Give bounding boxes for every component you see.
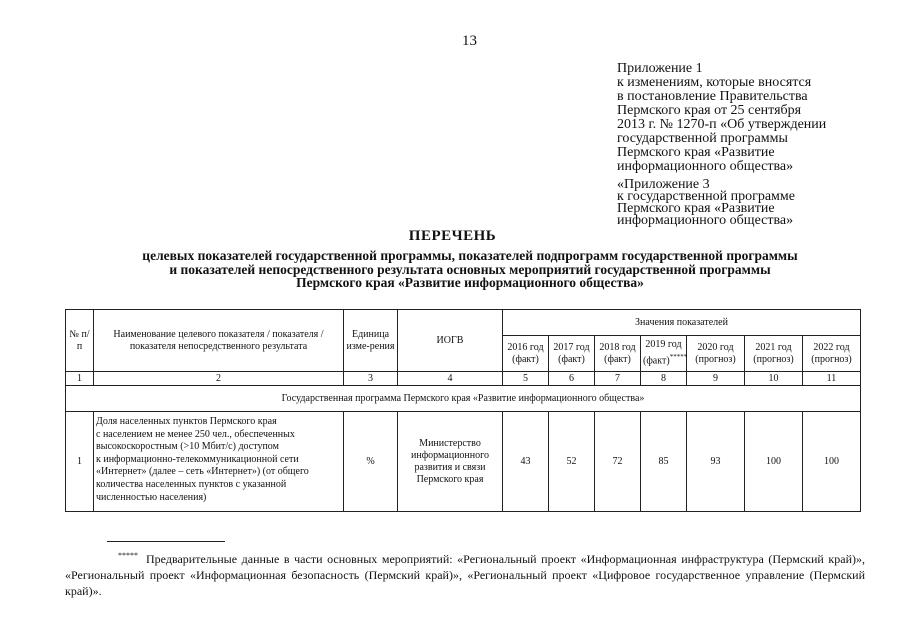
footnote-text: Предварительные данные в части основных мероприятий: «Региональный проект «Информационная инфраструктура (Пермский край)», «Региональный проект «Информационная безопасность (Пермский край)», «Региональный проект «Цифровое государственное управление (Пермский край)». (65, 552, 865, 598)
footnote-divider (107, 541, 225, 542)
header-num: № п/п (66, 310, 94, 372)
footnote (65, 548, 865, 599)
row-value-2021: 100 (745, 412, 803, 512)
appendix-3-line: информационного общества» (617, 213, 794, 228)
indicators-table (65, 309, 861, 512)
row-value-2022: 100 (803, 412, 861, 512)
section-title: Государственная программа Пермского края «Развитие информационного общества» (66, 386, 861, 412)
row-value-2020: 93 (687, 412, 745, 512)
col-number: 10 (745, 372, 803, 386)
appendix-3-line: «Приложение 3 (617, 177, 710, 192)
appendix-1-line: Пермского края от 25 сентября (617, 103, 802, 118)
appendix-1-line: информационного общества» (617, 159, 794, 174)
col-number: 8 (641, 372, 687, 386)
col-number: 6 (549, 372, 595, 386)
header-year-2018: 2018 год (факт) (595, 336, 641, 372)
footnote-marker: ***** (669, 353, 688, 362)
appendix-1-line: 2013 г. № 1270-п «Об утверждении (617, 117, 827, 132)
col-number: 2 (94, 372, 344, 386)
header-name: Наименование целевого показателя / показателя / показателя непосредственного результата (94, 310, 344, 372)
page-number: 13 (462, 33, 477, 49)
indicator-name-line: Доля населенных пунктов Пермского края (96, 416, 277, 427)
row-unit: % (344, 412, 398, 512)
col-number: 1 (66, 372, 94, 386)
header-year-2019 (641, 336, 687, 372)
col-number: 5 (503, 372, 549, 386)
appendix-1-line: к изменениям, которые вносятся (617, 75, 812, 90)
row-value-2017: 52 (549, 412, 595, 512)
header-iogv: ИОГВ (398, 310, 503, 372)
row-iogv: Министерство информационного развития и связи Пермского края (398, 412, 503, 512)
header-year-2020: 2020 год (прогноз) (687, 336, 745, 372)
table-row (66, 412, 861, 512)
row-indicator-name (94, 412, 344, 512)
appendix-1-line: Приложение 1 (617, 61, 703, 76)
row-num: 1 (66, 412, 94, 512)
header-year-2022: 2022 год (прогноз) (803, 336, 861, 372)
header-year-2016: 2016 год (факт) (503, 336, 549, 372)
indicator-name-line: с населением не менее 250 чел., обеспеченных (96, 428, 295, 440)
header-values-group: Значения показателей (503, 310, 861, 336)
indicator-name-line: количества населенных пунктов с указанной (96, 478, 287, 490)
appendix-3-line: Пермского края «Развитие (617, 201, 775, 216)
subtitle-line: целевых показателей государственной программы, показателей подпрограмм государственной программы (142, 248, 798, 263)
indicator-name-line: численностью населения) (96, 491, 207, 503)
col-number: 11 (803, 372, 861, 386)
col-number: 4 (398, 372, 503, 386)
indicator-name-line: к информационно-телекоммуникационной сети (96, 453, 299, 465)
indicator-name-line: высокоскоростным (>10 Мбит/с) доступом (96, 441, 279, 453)
subtitle-line: и показателей непосредственного результата основных мероприятий государственной программы (169, 261, 771, 277)
appendix-1-line: Пермского края «Развитие (617, 145, 775, 160)
appendix-1-line: государственной программы (617, 131, 788, 146)
header-year-2017: 2017 год (факт) (549, 336, 595, 372)
col-number: 3 (344, 372, 398, 386)
footnote-mark: ***** (118, 551, 138, 560)
appendix-3-block (617, 179, 897, 227)
document-title: ПЕРЕЧЕНЬ (408, 228, 497, 244)
header-year-2019-label: 2019 год (факт) (643, 339, 682, 367)
column-number-row (66, 372, 861, 386)
appendix-3-line: к государственной программе (617, 189, 795, 204)
col-number: 9 (687, 372, 745, 386)
header-year-2021: 2021 год (прогноз) (745, 336, 803, 372)
col-number: 7 (595, 372, 641, 386)
header-unit: Единица изме-рения (344, 310, 398, 372)
document-subtitle (90, 249, 850, 290)
appendix-1-block (617, 62, 897, 174)
appendix-1-line: в постановление Правительства (617, 89, 808, 104)
row-value-2016: 43 (503, 412, 549, 512)
row-value-2019: 85 (641, 412, 687, 512)
indicator-name-line: «Интернет» (далее – сеть «Интернет») (от общего (96, 466, 309, 478)
row-value-2018: 72 (595, 412, 641, 512)
subtitle-line: Пермского края «Развитие информационного общества» (296, 275, 644, 290)
